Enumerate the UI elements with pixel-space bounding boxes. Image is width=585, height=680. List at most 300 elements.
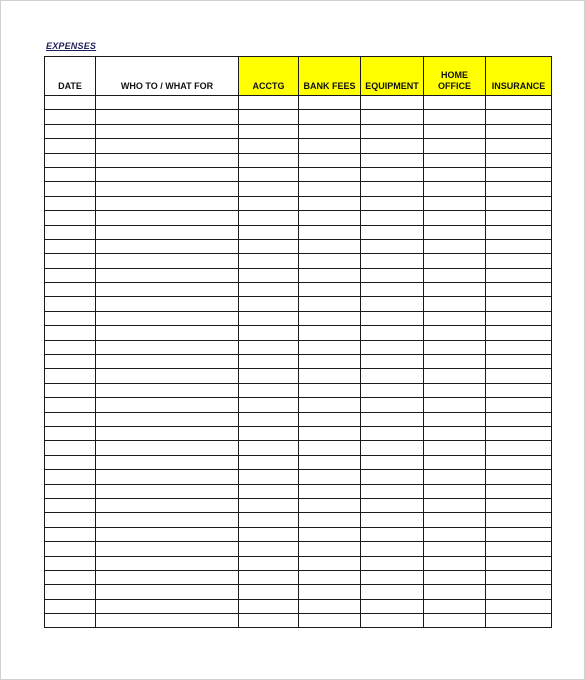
cell-insurance[interactable] <box>486 167 552 181</box>
cell-who[interactable] <box>96 139 239 153</box>
cell-bank-fees[interactable] <box>299 225 361 239</box>
cell-insurance[interactable] <box>486 470 552 484</box>
cell-acctg[interactable] <box>239 570 299 584</box>
cell-equipment[interactable] <box>361 124 424 138</box>
cell-insurance[interactable] <box>486 585 552 599</box>
table-row <box>45 211 552 225</box>
cell-acctg[interactable] <box>239 340 299 354</box>
cell-who[interactable] <box>96 542 239 556</box>
cell-acctg[interactable] <box>239 470 299 484</box>
cell-equipment[interactable] <box>361 355 424 369</box>
cell-acctg[interactable] <box>239 383 299 397</box>
cell-who[interactable] <box>96 196 239 210</box>
cell-bank-fees[interactable] <box>299 556 361 570</box>
table-row <box>45 182 552 196</box>
cell-who[interactable] <box>96 614 239 628</box>
cell-bank-fees[interactable] <box>299 585 361 599</box>
table-row <box>45 96 552 110</box>
cell-date[interactable] <box>45 498 96 512</box>
cell-date[interactable] <box>45 326 96 340</box>
cell-date[interactable] <box>45 426 96 440</box>
cell-equipment[interactable] <box>361 614 424 628</box>
cell-bank-fees[interactable] <box>299 398 361 412</box>
cell-who[interactable] <box>96 556 239 570</box>
table-row <box>45 139 552 153</box>
cell-insurance[interactable] <box>486 355 552 369</box>
cell-equipment[interactable] <box>361 211 424 225</box>
cell-bank-fees[interactable] <box>299 283 361 297</box>
cell-acctg[interactable] <box>239 426 299 440</box>
cell-equipment[interactable] <box>361 297 424 311</box>
sheet-title: EXPENSES <box>46 41 97 51</box>
cell-bank-fees[interactable] <box>299 484 361 498</box>
cell-equipment[interactable] <box>361 498 424 512</box>
cell-bank-fees[interactable] <box>299 254 361 268</box>
cell-equipment[interactable] <box>361 398 424 412</box>
cell-bank-fees[interactable] <box>299 139 361 153</box>
table-row <box>45 268 552 282</box>
cell-date[interactable] <box>45 311 96 325</box>
cell-bank-fees[interactable] <box>299 614 361 628</box>
cell-home-office[interactable] <box>424 211 486 225</box>
cell-acctg[interactable] <box>239 412 299 426</box>
cell-home-office[interactable] <box>424 225 486 239</box>
cell-who[interactable] <box>96 585 239 599</box>
table-row <box>45 110 552 124</box>
cell-home-office[interactable] <box>424 383 486 397</box>
cell-date[interactable] <box>45 585 96 599</box>
cell-home-office[interactable] <box>424 369 486 383</box>
cell-home-office[interactable] <box>424 196 486 210</box>
cell-date[interactable] <box>45 211 96 225</box>
cell-insurance[interactable] <box>486 268 552 282</box>
cell-home-office[interactable] <box>424 167 486 181</box>
cell-acctg[interactable] <box>239 283 299 297</box>
cell-who[interactable] <box>96 513 239 527</box>
cell-insurance[interactable] <box>486 455 552 469</box>
cell-equipment[interactable] <box>361 283 424 297</box>
cell-date[interactable] <box>45 556 96 570</box>
cell-insurance[interactable] <box>486 254 552 268</box>
cell-home-office[interactable] <box>424 283 486 297</box>
table-row <box>45 239 552 253</box>
cell-bank-fees[interactable] <box>299 297 361 311</box>
cell-insurance[interactable] <box>486 426 552 440</box>
cell-acctg[interactable] <box>239 182 299 196</box>
table-row <box>45 585 552 599</box>
cell-bank-fees[interactable] <box>299 570 361 584</box>
cell-equipment[interactable] <box>361 167 424 181</box>
cell-who[interactable] <box>96 153 239 167</box>
cell-date[interactable] <box>45 153 96 167</box>
cell-who[interactable] <box>96 96 239 110</box>
cell-home-office[interactable] <box>424 599 486 613</box>
cell-equipment[interactable] <box>361 153 424 167</box>
cell-equipment[interactable] <box>361 369 424 383</box>
cell-who[interactable] <box>96 297 239 311</box>
cell-insurance[interactable] <box>486 139 552 153</box>
table-row <box>45 455 552 469</box>
cell-who[interactable] <box>96 326 239 340</box>
cell-date[interactable] <box>45 139 96 153</box>
cell-acctg[interactable] <box>239 513 299 527</box>
table-row <box>45 470 552 484</box>
cell-insurance[interactable] <box>486 225 552 239</box>
cell-date[interactable] <box>45 297 96 311</box>
cell-date[interactable] <box>45 96 96 110</box>
cell-insurance[interactable] <box>486 297 552 311</box>
cell-home-office[interactable] <box>424 570 486 584</box>
cell-home-office[interactable] <box>424 124 486 138</box>
cell-home-office[interactable] <box>424 412 486 426</box>
cell-acctg[interactable] <box>239 484 299 498</box>
cell-equipment[interactable] <box>361 326 424 340</box>
table-row <box>45 412 552 426</box>
cell-home-office[interactable] <box>424 268 486 282</box>
cell-equipment[interactable] <box>361 196 424 210</box>
column-header-date[interactable]: DATE <box>45 57 96 96</box>
cell-date[interactable] <box>45 383 96 397</box>
cell-who[interactable] <box>96 340 239 354</box>
cell-acctg[interactable] <box>239 225 299 239</box>
table-row <box>45 225 552 239</box>
cell-date[interactable] <box>45 110 96 124</box>
cell-who[interactable] <box>96 268 239 282</box>
cell-who[interactable] <box>96 570 239 584</box>
cell-bank-fees[interactable] <box>299 311 361 325</box>
cell-who[interactable] <box>96 211 239 225</box>
cell-insurance[interactable] <box>486 383 552 397</box>
cell-home-office[interactable] <box>424 556 486 570</box>
cell-home-office[interactable] <box>424 441 486 455</box>
cell-date[interactable] <box>45 196 96 210</box>
cell-equipment[interactable] <box>361 110 424 124</box>
cell-acctg[interactable] <box>239 153 299 167</box>
cell-acctg[interactable] <box>239 585 299 599</box>
table-row <box>45 326 552 340</box>
cell-insurance[interactable] <box>486 369 552 383</box>
cell-equipment[interactable] <box>361 412 424 426</box>
cell-who[interactable] <box>96 167 239 181</box>
cell-bank-fees[interactable] <box>299 153 361 167</box>
cell-who[interactable] <box>96 225 239 239</box>
cell-bank-fees[interactable] <box>299 470 361 484</box>
cell-date[interactable] <box>45 225 96 239</box>
table-row <box>45 441 552 455</box>
cell-insurance[interactable] <box>486 124 552 138</box>
cell-equipment[interactable] <box>361 556 424 570</box>
cell-home-office[interactable] <box>424 513 486 527</box>
cell-home-office[interactable] <box>424 340 486 354</box>
cell-date[interactable] <box>45 355 96 369</box>
cell-bank-fees[interactable] <box>299 542 361 556</box>
cell-insurance[interactable] <box>486 311 552 325</box>
cell-bank-fees[interactable] <box>299 268 361 282</box>
cell-bank-fees[interactable] <box>299 412 361 426</box>
cell-who[interactable] <box>96 124 239 138</box>
cell-home-office[interactable] <box>424 311 486 325</box>
cell-who[interactable] <box>96 441 239 455</box>
cell-who[interactable] <box>96 527 239 541</box>
cell-insurance[interactable] <box>486 599 552 613</box>
cell-home-office[interactable] <box>424 484 486 498</box>
cell-who[interactable] <box>96 470 239 484</box>
cell-acctg[interactable] <box>239 124 299 138</box>
column-header-equipment[interactable]: EQUIPMENT <box>361 57 424 96</box>
cell-bank-fees[interactable] <box>299 426 361 440</box>
cell-acctg[interactable] <box>239 139 299 153</box>
cell-home-office[interactable] <box>424 398 486 412</box>
cell-date[interactable] <box>45 167 96 181</box>
cell-bank-fees[interactable] <box>299 355 361 369</box>
cell-equipment[interactable] <box>361 585 424 599</box>
cell-equipment[interactable] <box>361 383 424 397</box>
cell-insurance[interactable] <box>486 570 552 584</box>
table-row <box>45 311 552 325</box>
cell-insurance[interactable] <box>486 412 552 426</box>
table-row <box>45 484 552 498</box>
cell-equipment[interactable] <box>361 455 424 469</box>
cell-who[interactable] <box>96 599 239 613</box>
cell-home-office[interactable] <box>424 326 486 340</box>
cell-bank-fees[interactable] <box>299 110 361 124</box>
cell-acctg[interactable] <box>239 527 299 541</box>
cell-insurance[interactable] <box>486 498 552 512</box>
cell-acctg[interactable] <box>239 326 299 340</box>
cell-equipment[interactable] <box>361 311 424 325</box>
cell-date[interactable] <box>45 398 96 412</box>
cell-acctg[interactable] <box>239 498 299 512</box>
cell-date[interactable] <box>45 412 96 426</box>
cell-acctg[interactable] <box>239 441 299 455</box>
cell-bank-fees[interactable] <box>299 599 361 613</box>
cell-acctg[interactable] <box>239 254 299 268</box>
cell-home-office[interactable] <box>424 297 486 311</box>
cell-acctg[interactable] <box>239 297 299 311</box>
table-row <box>45 614 552 628</box>
cell-equipment[interactable] <box>361 441 424 455</box>
cell-home-office[interactable] <box>424 153 486 167</box>
column-header-home-office[interactable]: HOME OFFICE <box>424 57 486 96</box>
column-header-insurance[interactable]: INSURANCE <box>486 57 552 96</box>
cell-acctg[interactable] <box>239 398 299 412</box>
cell-insurance[interactable] <box>486 340 552 354</box>
cell-insurance[interactable] <box>486 153 552 167</box>
cell-home-office[interactable] <box>424 527 486 541</box>
cell-equipment[interactable] <box>361 225 424 239</box>
cell-date[interactable] <box>45 182 96 196</box>
cell-who[interactable] <box>96 398 239 412</box>
cell-acctg[interactable] <box>239 196 299 210</box>
cell-equipment[interactable] <box>361 470 424 484</box>
cell-acctg[interactable] <box>239 355 299 369</box>
cell-date[interactable] <box>45 455 96 469</box>
cell-date[interactable] <box>45 369 96 383</box>
cell-acctg[interactable] <box>239 369 299 383</box>
table-row <box>45 542 552 556</box>
cell-equipment[interactable] <box>361 484 424 498</box>
cell-acctg[interactable] <box>239 542 299 556</box>
cell-date[interactable] <box>45 570 96 584</box>
cell-who[interactable] <box>96 182 239 196</box>
cell-home-office[interactable] <box>424 455 486 469</box>
table-row <box>45 599 552 613</box>
table-row <box>45 570 552 584</box>
cell-acctg[interactable] <box>239 96 299 110</box>
cell-who[interactable] <box>96 383 239 397</box>
cell-insurance[interactable] <box>486 196 552 210</box>
cell-insurance[interactable] <box>486 96 552 110</box>
cell-bank-fees[interactable] <box>299 513 361 527</box>
cell-who[interactable] <box>96 484 239 498</box>
cell-equipment[interactable] <box>361 570 424 584</box>
cell-bank-fees[interactable] <box>299 211 361 225</box>
cell-home-office[interactable] <box>424 182 486 196</box>
cell-insurance[interactable] <box>486 211 552 225</box>
cell-acctg[interactable] <box>239 239 299 253</box>
cell-date[interactable] <box>45 527 96 541</box>
cell-insurance[interactable] <box>486 110 552 124</box>
cell-home-office[interactable] <box>424 542 486 556</box>
cell-acctg[interactable] <box>239 556 299 570</box>
table-row <box>45 340 552 354</box>
cell-who[interactable] <box>96 110 239 124</box>
cell-bank-fees[interactable] <box>299 167 361 181</box>
cell-acctg[interactable] <box>239 110 299 124</box>
cell-who[interactable] <box>96 311 239 325</box>
cell-equipment[interactable] <box>361 527 424 541</box>
cell-home-office[interactable] <box>424 96 486 110</box>
cell-who[interactable] <box>96 355 239 369</box>
cell-date[interactable] <box>45 283 96 297</box>
table-row <box>45 355 552 369</box>
cell-date[interactable] <box>45 239 96 253</box>
cell-home-office[interactable] <box>424 426 486 440</box>
cell-date[interactable] <box>45 470 96 484</box>
cell-who[interactable] <box>96 369 239 383</box>
cell-bank-fees[interactable] <box>299 455 361 469</box>
cell-insurance[interactable] <box>486 398 552 412</box>
table-row <box>45 398 552 412</box>
cell-home-office[interactable] <box>424 585 486 599</box>
cell-insurance[interactable] <box>486 556 552 570</box>
cell-who[interactable] <box>96 498 239 512</box>
cell-home-office[interactable] <box>424 614 486 628</box>
cell-acctg[interactable] <box>239 167 299 181</box>
cell-date[interactable] <box>45 513 96 527</box>
cell-who[interactable] <box>96 412 239 426</box>
cell-insurance[interactable] <box>486 614 552 628</box>
cell-equipment[interactable] <box>361 239 424 253</box>
expenses-table <box>44 56 552 628</box>
cell-equipment[interactable] <box>361 513 424 527</box>
cell-bank-fees[interactable] <box>299 239 361 253</box>
cell-who[interactable] <box>96 283 239 297</box>
cell-equipment[interactable] <box>361 599 424 613</box>
cell-home-office[interactable] <box>424 239 486 253</box>
cell-insurance[interactable] <box>486 441 552 455</box>
cell-insurance[interactable] <box>486 182 552 196</box>
cell-bank-fees[interactable] <box>299 441 361 455</box>
cell-date[interactable] <box>45 254 96 268</box>
cell-acctg[interactable] <box>239 311 299 325</box>
cell-home-office[interactable] <box>424 355 486 369</box>
cell-bank-fees[interactable] <box>299 326 361 340</box>
cell-acctg[interactable] <box>239 211 299 225</box>
cell-home-office[interactable] <box>424 254 486 268</box>
cell-acctg[interactable] <box>239 614 299 628</box>
header-row <box>45 57 552 96</box>
cell-date[interactable] <box>45 599 96 613</box>
cell-bank-fees[interactable] <box>299 196 361 210</box>
cell-insurance[interactable] <box>486 326 552 340</box>
table-row <box>45 124 552 138</box>
cell-insurance[interactable] <box>486 513 552 527</box>
cell-who[interactable] <box>96 426 239 440</box>
cell-bank-fees[interactable] <box>299 369 361 383</box>
cell-date[interactable] <box>45 268 96 282</box>
cell-acctg[interactable] <box>239 268 299 282</box>
cell-bank-fees[interactable] <box>299 340 361 354</box>
cell-bank-fees[interactable] <box>299 527 361 541</box>
cell-equipment[interactable] <box>361 182 424 196</box>
cell-date[interactable] <box>45 340 96 354</box>
column-header-who-to-what-for[interactable]: WHO TO / WHAT FOR <box>96 57 239 96</box>
cell-acctg[interactable] <box>239 455 299 469</box>
cell-bank-fees[interactable] <box>299 124 361 138</box>
cell-home-office[interactable] <box>424 139 486 153</box>
cell-insurance[interactable] <box>486 283 552 297</box>
cell-date[interactable] <box>45 614 96 628</box>
table-row <box>45 513 552 527</box>
cell-acctg[interactable] <box>239 599 299 613</box>
cell-bank-fees[interactable] <box>299 182 361 196</box>
cell-equipment[interactable] <box>361 139 424 153</box>
cell-equipment[interactable] <box>361 96 424 110</box>
cell-bank-fees[interactable] <box>299 96 361 110</box>
table-row <box>45 167 552 181</box>
cell-home-office[interactable] <box>424 498 486 512</box>
cell-bank-fees[interactable] <box>299 498 361 512</box>
cell-equipment[interactable] <box>361 340 424 354</box>
cell-bank-fees[interactable] <box>299 383 361 397</box>
table-row <box>45 196 552 210</box>
cell-who[interactable] <box>96 254 239 268</box>
cell-insurance[interactable] <box>486 239 552 253</box>
cell-date[interactable] <box>45 542 96 556</box>
cell-date[interactable] <box>45 441 96 455</box>
cell-insurance[interactable] <box>486 527 552 541</box>
table-row <box>45 556 552 570</box>
cell-home-office[interactable] <box>424 470 486 484</box>
table-row <box>45 153 552 167</box>
cell-date[interactable] <box>45 484 96 498</box>
cell-equipment[interactable] <box>361 426 424 440</box>
table-row <box>45 527 552 541</box>
cell-who[interactable] <box>96 455 239 469</box>
cell-home-office[interactable] <box>424 110 486 124</box>
cell-equipment[interactable] <box>361 542 424 556</box>
cell-date[interactable] <box>45 124 96 138</box>
column-header-acctg[interactable]: ACCTG <box>239 57 299 96</box>
column-header-bank-fees[interactable]: BANK FEES <box>299 57 361 96</box>
table-row <box>45 297 552 311</box>
cell-who[interactable] <box>96 239 239 253</box>
cell-equipment[interactable] <box>361 268 424 282</box>
cell-insurance[interactable] <box>486 484 552 498</box>
cell-insurance[interactable] <box>486 542 552 556</box>
cell-equipment[interactable] <box>361 254 424 268</box>
